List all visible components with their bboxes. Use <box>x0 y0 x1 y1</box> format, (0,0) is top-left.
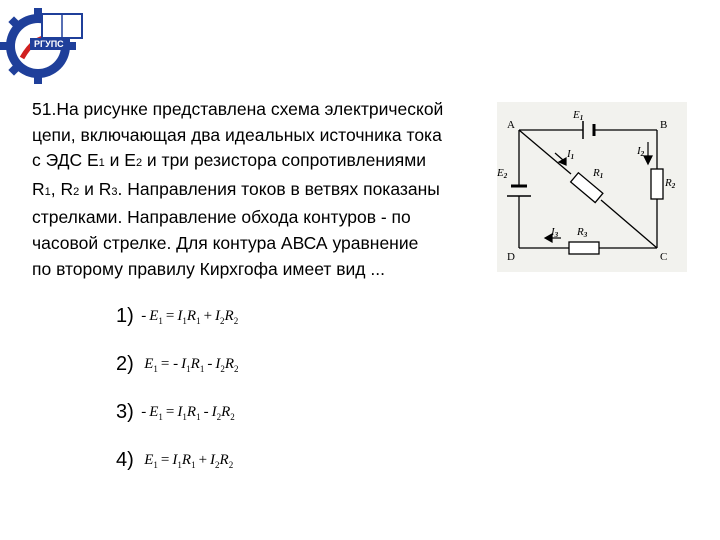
symbol: R <box>665 177 672 189</box>
answer-option-1[interactable] <box>116 305 238 353</box>
option-equation <box>138 452 233 470</box>
problem-line-6: часовой стрелке. Для контура АВСА уравнение <box>32 232 419 253</box>
node-b-label: B <box>660 119 668 131</box>
symbol: I <box>215 356 221 372</box>
index: 1 <box>182 316 187 326</box>
text-segment: с ЭДС Е <box>32 150 99 171</box>
problem-line-2: цепи, включающая два идеальных источника тока <box>32 124 442 145</box>
text-segment: , R <box>50 178 74 199</box>
symbol: I <box>211 404 217 420</box>
index: 1 <box>570 153 575 161</box>
index: 3 <box>583 231 588 239</box>
symbol: R <box>181 452 192 468</box>
text-segment: и Е <box>104 150 136 171</box>
symbol: E <box>144 356 154 372</box>
option-number: 2) <box>116 353 134 375</box>
index: 2 <box>230 412 235 422</box>
answer-option-2[interactable] <box>116 353 238 401</box>
answer-option-3[interactable] <box>116 401 238 449</box>
symbol: R <box>577 226 584 238</box>
index: 2 <box>233 316 239 326</box>
operator: + <box>198 452 208 468</box>
symbol: I <box>177 308 183 324</box>
index: 2 <box>220 316 225 326</box>
problem-line-1: 51.На рисунке представлена схема электрической <box>32 99 444 119</box>
index: 1 <box>158 316 163 326</box>
symbol: E <box>497 167 504 179</box>
index: 2 <box>503 172 508 180</box>
index: 2 <box>215 460 220 470</box>
option-equation <box>138 404 234 422</box>
index: 1 <box>196 316 201 326</box>
symbol: I <box>177 404 183 420</box>
option-equation <box>138 356 238 374</box>
symbol: I <box>567 148 571 160</box>
index: 1 <box>196 412 201 422</box>
symbol: I <box>181 356 187 372</box>
symbol: E <box>573 109 580 121</box>
subscript: 1 <box>44 185 51 198</box>
symbol: E <box>149 404 159 420</box>
symbol: R <box>219 452 229 468</box>
symbol: R <box>593 167 600 179</box>
subscript: 1 <box>98 157 105 170</box>
index: 1 <box>186 364 191 374</box>
option-number: 4) <box>116 449 134 471</box>
index: 1 <box>199 364 205 374</box>
symbol: I <box>210 452 216 468</box>
equals: = <box>165 404 175 420</box>
equals: = - <box>160 356 179 372</box>
index: 3 <box>554 231 559 239</box>
symbol: R <box>224 356 234 372</box>
problem-line-5: стрелками. Направление обхода контуров - по <box>32 207 411 228</box>
index: 2 <box>228 460 234 470</box>
index: 1 <box>182 412 187 422</box>
symbol: I <box>551 226 555 238</box>
answer-options <box>116 305 238 497</box>
problem-line-7: по второму правилу Кирхгофа имеет вид ... <box>32 258 385 279</box>
symbol: I <box>637 145 641 157</box>
subscript: 2 <box>73 185 80 198</box>
node-d-label: D <box>507 251 515 263</box>
problem-statement <box>32 97 472 282</box>
subscript: 2 <box>135 157 143 170</box>
node-c-label: C <box>660 251 668 263</box>
symbol: I <box>215 308 221 324</box>
option-equation <box>138 308 238 326</box>
university-logo <box>0 0 96 90</box>
index: 1 <box>158 412 163 422</box>
problem-line-3 <box>32 148 472 177</box>
index: 1 <box>153 460 158 470</box>
symbol: E <box>149 308 159 324</box>
text-segment: и R <box>79 178 112 199</box>
index: 2 <box>220 364 225 374</box>
answer-option-4[interactable] <box>116 449 238 497</box>
resistor-r3-icon <box>569 242 599 254</box>
equals: = <box>160 452 170 468</box>
index: 1 <box>177 460 182 470</box>
text-segment: . Направления токов в ветвях показаны <box>117 178 440 199</box>
node-a-label: A <box>507 119 515 131</box>
index: 1 <box>599 172 604 180</box>
symbol: R <box>186 308 197 324</box>
index: 1 <box>153 364 158 374</box>
subscript: 3 <box>111 185 118 198</box>
equals: = <box>165 308 175 324</box>
sign: - <box>141 404 147 420</box>
index: 2 <box>640 150 645 158</box>
operator: - <box>207 356 213 372</box>
option-number: 3) <box>116 401 134 423</box>
option-number: 1) <box>116 305 134 327</box>
index: 1 <box>191 460 196 470</box>
index: 1 <box>579 114 584 122</box>
problem-line-4 <box>32 177 472 206</box>
symbol: R <box>221 404 231 420</box>
symbol: I <box>172 452 178 468</box>
resistor-r2-icon <box>651 169 663 199</box>
circuit-diagram <box>497 102 687 272</box>
index: 2 <box>216 412 222 422</box>
text-segment: R <box>32 178 45 199</box>
index: 2 <box>233 364 239 374</box>
symbol: R <box>224 308 234 324</box>
operator: - <box>203 404 209 420</box>
text-segment: и три резистора сопротивлениями <box>142 150 427 171</box>
logo-text: РГУПС <box>34 39 64 49</box>
symbol: R <box>190 356 200 372</box>
operator: + <box>203 308 213 324</box>
sign: - <box>141 308 147 324</box>
symbol: E <box>144 452 154 468</box>
symbol: R <box>186 404 197 420</box>
index: 2 <box>671 182 676 190</box>
